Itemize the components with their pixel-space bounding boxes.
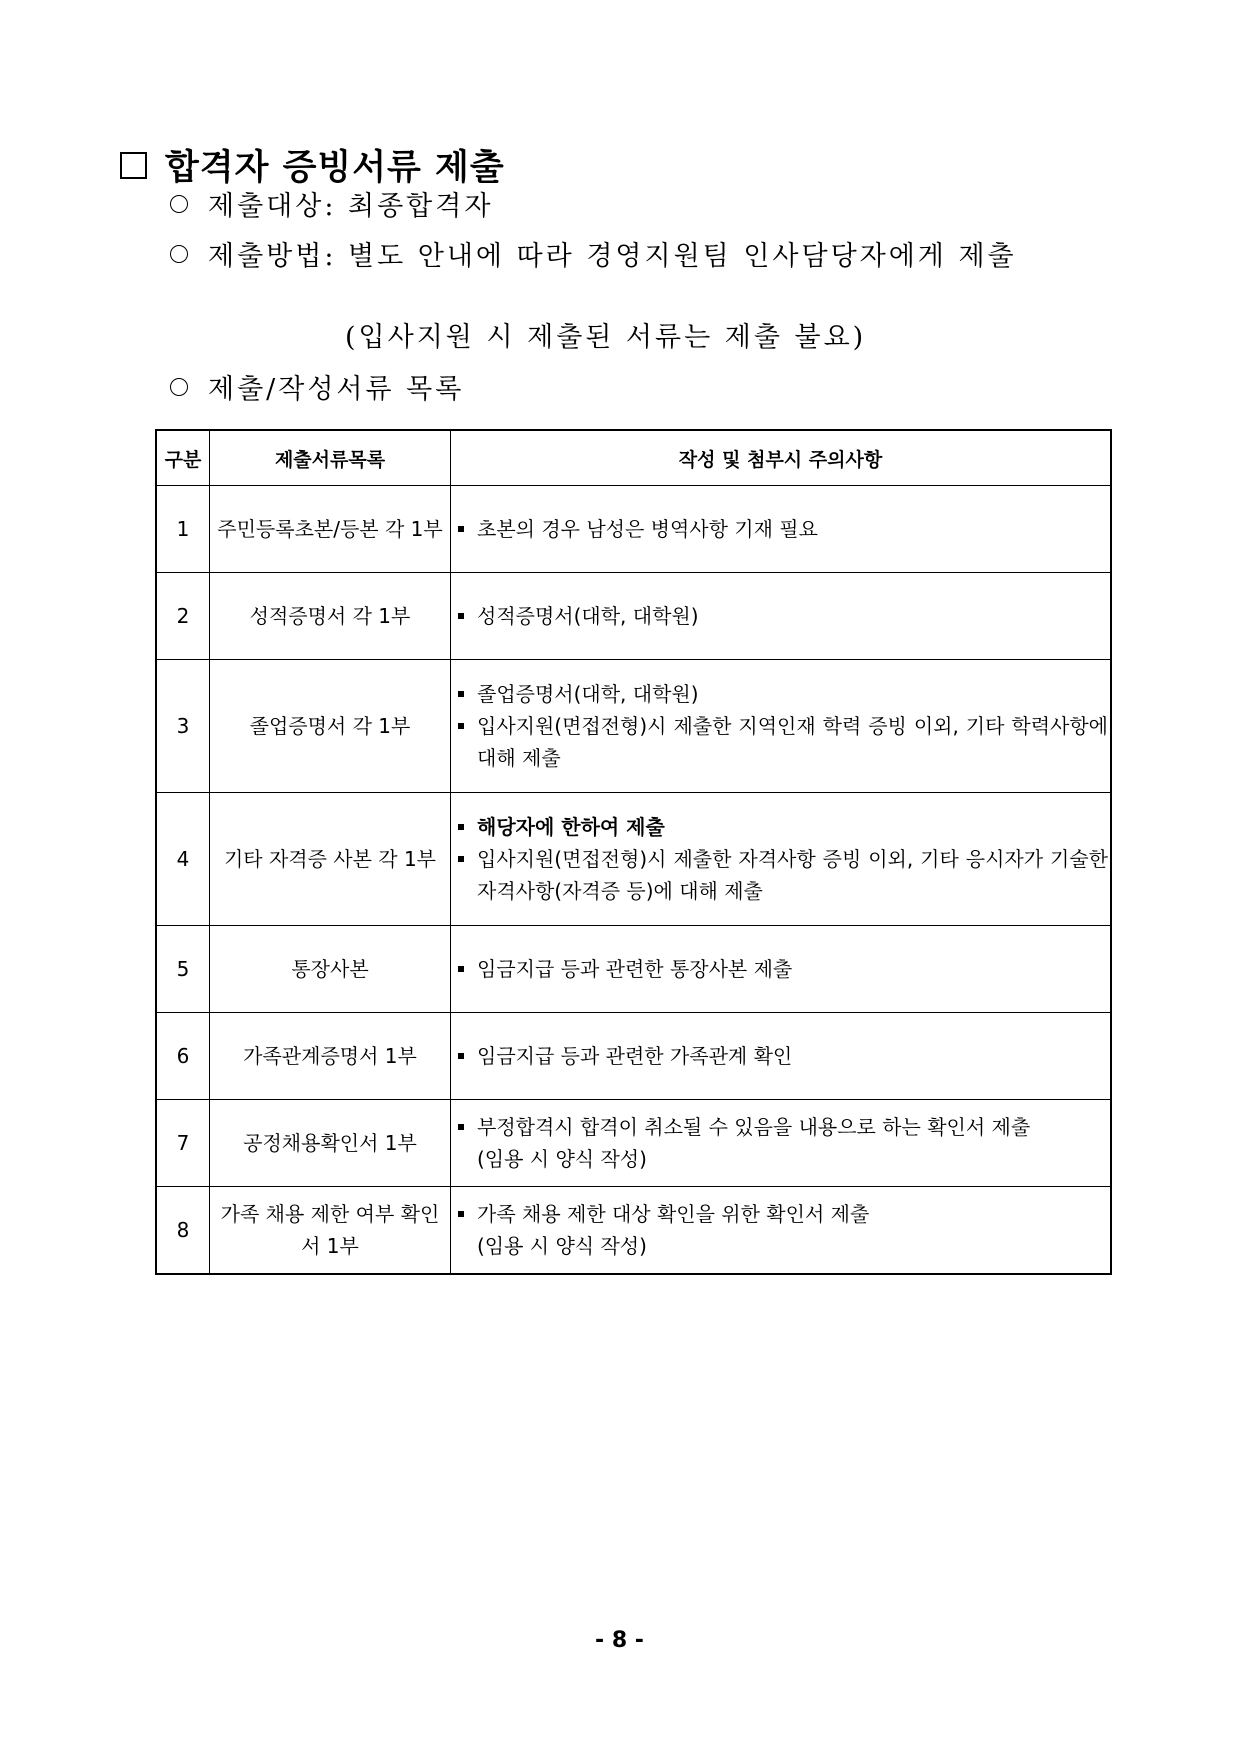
- document-name: 가족 채용 제한 여부 확인서 1부: [210, 1187, 451, 1275]
- document-name: 공정채용확인서 1부: [210, 1100, 451, 1187]
- document-notes: [451, 486, 1112, 573]
- document-notes: [451, 793, 1112, 926]
- table-row: [156, 926, 1111, 1013]
- note-item: 가족 채용 제한 대상 확인을 위한 확인서 제출: [455, 1198, 1108, 1230]
- row-number: 4: [156, 793, 210, 926]
- document-notes: [451, 1187, 1112, 1275]
- page-number: - 8 -: [595, 1628, 644, 1653]
- section-title: 합격자 증빙서류 제출: [165, 148, 505, 188]
- table-row: [156, 1013, 1111, 1100]
- row-number: 3: [156, 660, 210, 793]
- bullet-list: 제출/작성서류 목록: [170, 367, 464, 406]
- document-name: 성적증명서 각 1부: [210, 573, 451, 660]
- table-row: [156, 486, 1111, 573]
- header-notes: 작성 및 첨부시 주의사항: [451, 430, 1112, 486]
- table-row: [156, 573, 1111, 660]
- row-number: 2: [156, 573, 210, 660]
- note-item: 임금지급 등과 관련한 통장사본 제출: [455, 953, 1108, 985]
- note-item: 임금지급 등과 관련한 가족관계 확인: [455, 1040, 1108, 1072]
- row-number: 8: [156, 1187, 210, 1275]
- table-header-row: [156, 430, 1111, 486]
- note-item: 해당자에 한하여 제출: [455, 811, 1108, 843]
- note-item: 입사지원(면접전형)시 제출한 지역인재 학력 증빙 이외, 기타 학력사항에 대해 제출: [455, 710, 1108, 774]
- note-item: 초본의 경우 남성은 병역사항 기재 필요: [455, 513, 1108, 545]
- document-name: 기타 자격증 사본 각 1부: [210, 793, 451, 926]
- bullet-method: 제출방법: 별도 안내에 따라 경영지원팀 인사담당자에게 제출: [170, 234, 1017, 273]
- note-item: 졸업증명서(대학, 대학원): [455, 678, 1108, 710]
- document-notes: [451, 573, 1112, 660]
- table-row: [156, 1100, 1111, 1187]
- row-number: 5: [156, 926, 210, 1013]
- document-name: 주민등록초본/등본 각 1부: [210, 486, 451, 573]
- checkbox-square-icon: [120, 152, 147, 179]
- table-row: [156, 793, 1111, 926]
- circle-bullet-icon: [170, 195, 188, 213]
- documents-table: [155, 429, 1112, 1275]
- circle-bullet-icon: [170, 378, 188, 396]
- header-document: 제출서류목록: [210, 430, 451, 486]
- note-item: 입사지원(면접전형)시 제출한 자격사항 증빙 이외, 기타 응시자가 기술한 자격사항(자격증 등)에 대해 제출: [455, 843, 1108, 907]
- row-number: 7: [156, 1100, 210, 1187]
- row-number: 1: [156, 486, 210, 573]
- document-notes: [451, 1013, 1112, 1100]
- circle-bullet-icon: [170, 245, 188, 263]
- document-name: 통장사본: [210, 926, 451, 1013]
- note-item: 부정합격시 합격이 취소될 수 있음을 내용으로 하는 확인서 제출: [455, 1111, 1108, 1143]
- note-sub: (임용 시 양식 작성): [477, 1234, 647, 1258]
- table-row: [156, 660, 1111, 793]
- document-notes: [451, 926, 1112, 1013]
- section-heading: [120, 140, 505, 190]
- document-name: 가족관계증명서 1부: [210, 1013, 451, 1100]
- note-item: 성적증명서(대학, 대학원): [455, 600, 1108, 632]
- document-notes: [451, 1100, 1112, 1187]
- document-name: 졸업증명서 각 1부: [210, 660, 451, 793]
- note-sub: (임용 시 양식 작성): [477, 1147, 647, 1171]
- bullet-target: 제출대상: 최종합격자: [170, 184, 493, 223]
- bullet-method-note: (입사지원 시 제출된 서류는 제출 불요): [345, 322, 867, 353]
- header-category: 구분: [156, 430, 210, 486]
- table-row: [156, 1187, 1111, 1275]
- document-notes: [451, 660, 1112, 793]
- row-number: 6: [156, 1013, 210, 1100]
